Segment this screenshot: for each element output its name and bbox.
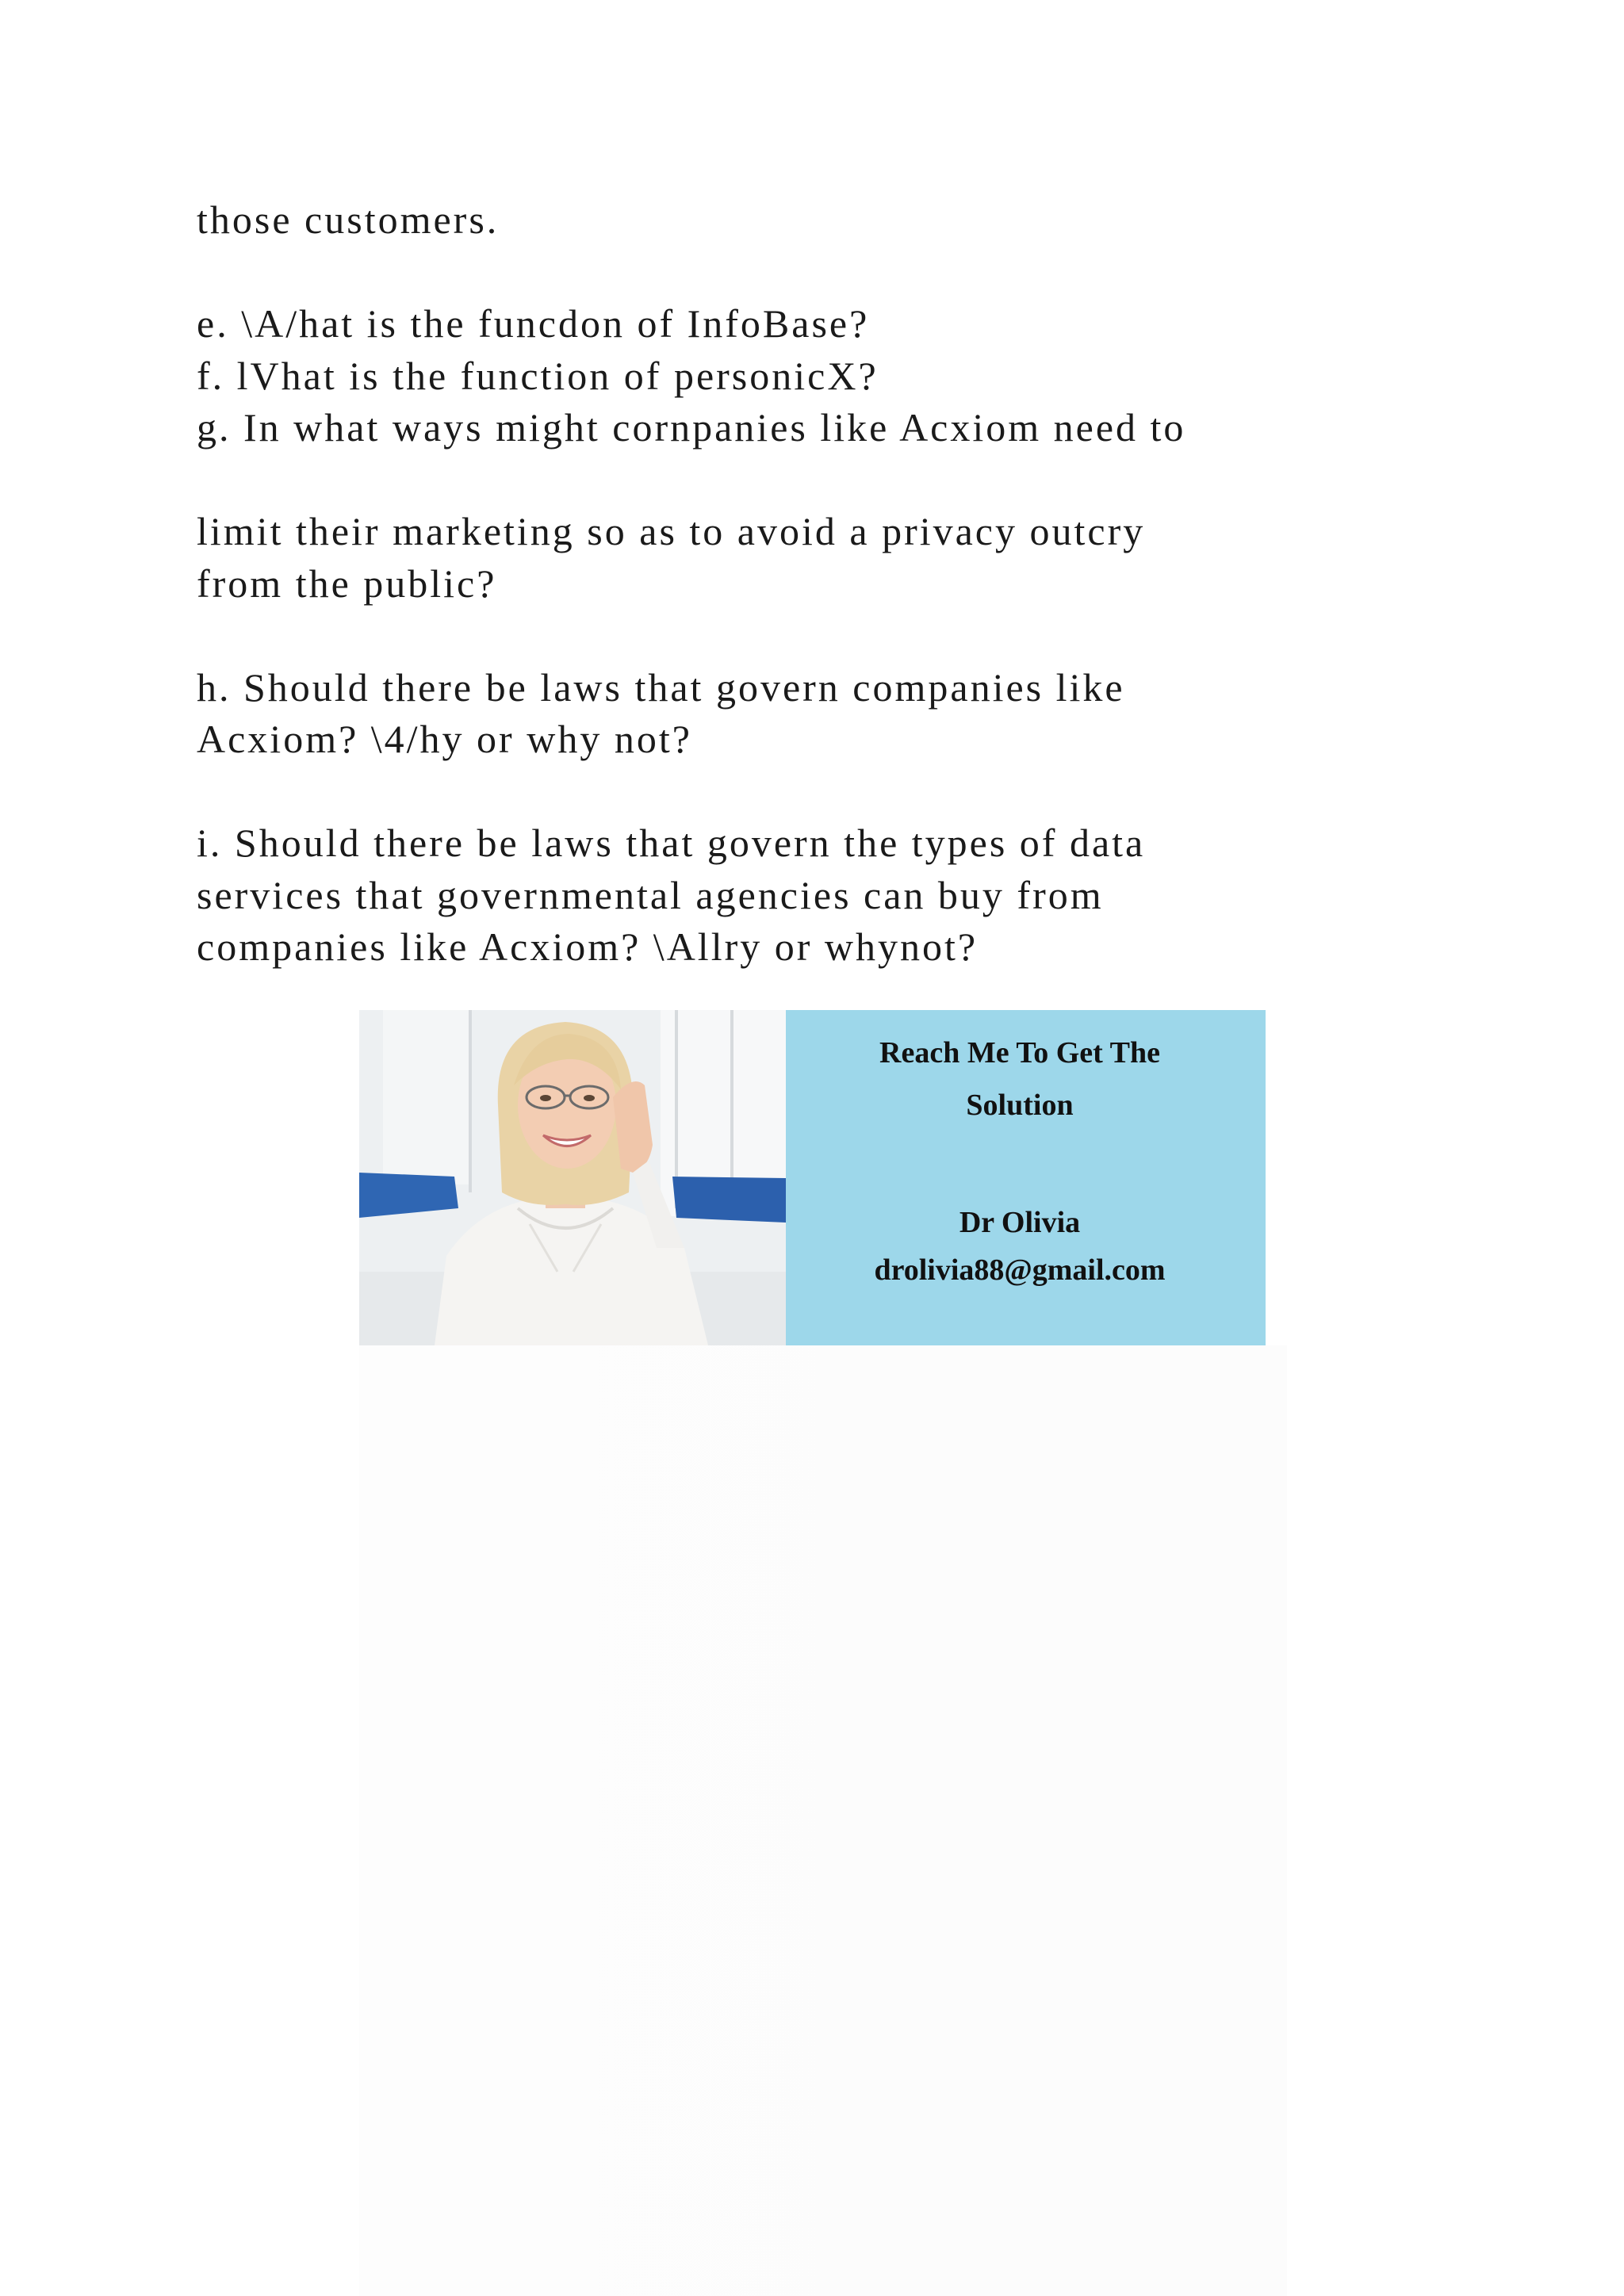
text-line: g. In what ways might cornpanies like Acxiom need to (197, 405, 1186, 450)
text-line: from the public? (197, 561, 497, 606)
text-line: i. Should there be laws that govern the types of data (197, 821, 1146, 865)
text-line: companies like Acxiom? \Allry or whynot? (197, 924, 979, 969)
text-line: e. \A/hat is the funcdon of InfoBase? (197, 301, 870, 346)
text-line: f. lVhat is the function of personicX? (197, 353, 879, 398)
contact-info-panel (786, 1010, 1266, 1345)
banner-heading: Reach Me To Get The (879, 1036, 1160, 1070)
text-line: Acxiom? \4/hy or why not? (197, 717, 692, 761)
page-shadow-area (359, 1345, 1287, 2296)
contact-banner (359, 1010, 1266, 1345)
contact-email: drolivia88@gmail.com (874, 1253, 1166, 1287)
woman-photo (359, 1010, 786, 1345)
blank-line (197, 454, 1307, 507)
blank-line (197, 247, 1307, 299)
text-line: those customers. (197, 197, 500, 242)
blank-line (197, 766, 1307, 818)
text-line: services that governmental agencies can buy from (197, 872, 1104, 917)
woman-photo-illustration (359, 1010, 786, 1345)
text-line: h. Should there be laws that govern companies like (197, 664, 1125, 710)
contact-name: Dr Olivia (959, 1206, 1081, 1239)
banner-heading-solution: Solution (966, 1089, 1074, 1122)
blank-line (197, 610, 1307, 662)
document-body (197, 194, 1307, 974)
text-line: limit their marketing so as to avoid a privacy outcry (197, 509, 1146, 553)
